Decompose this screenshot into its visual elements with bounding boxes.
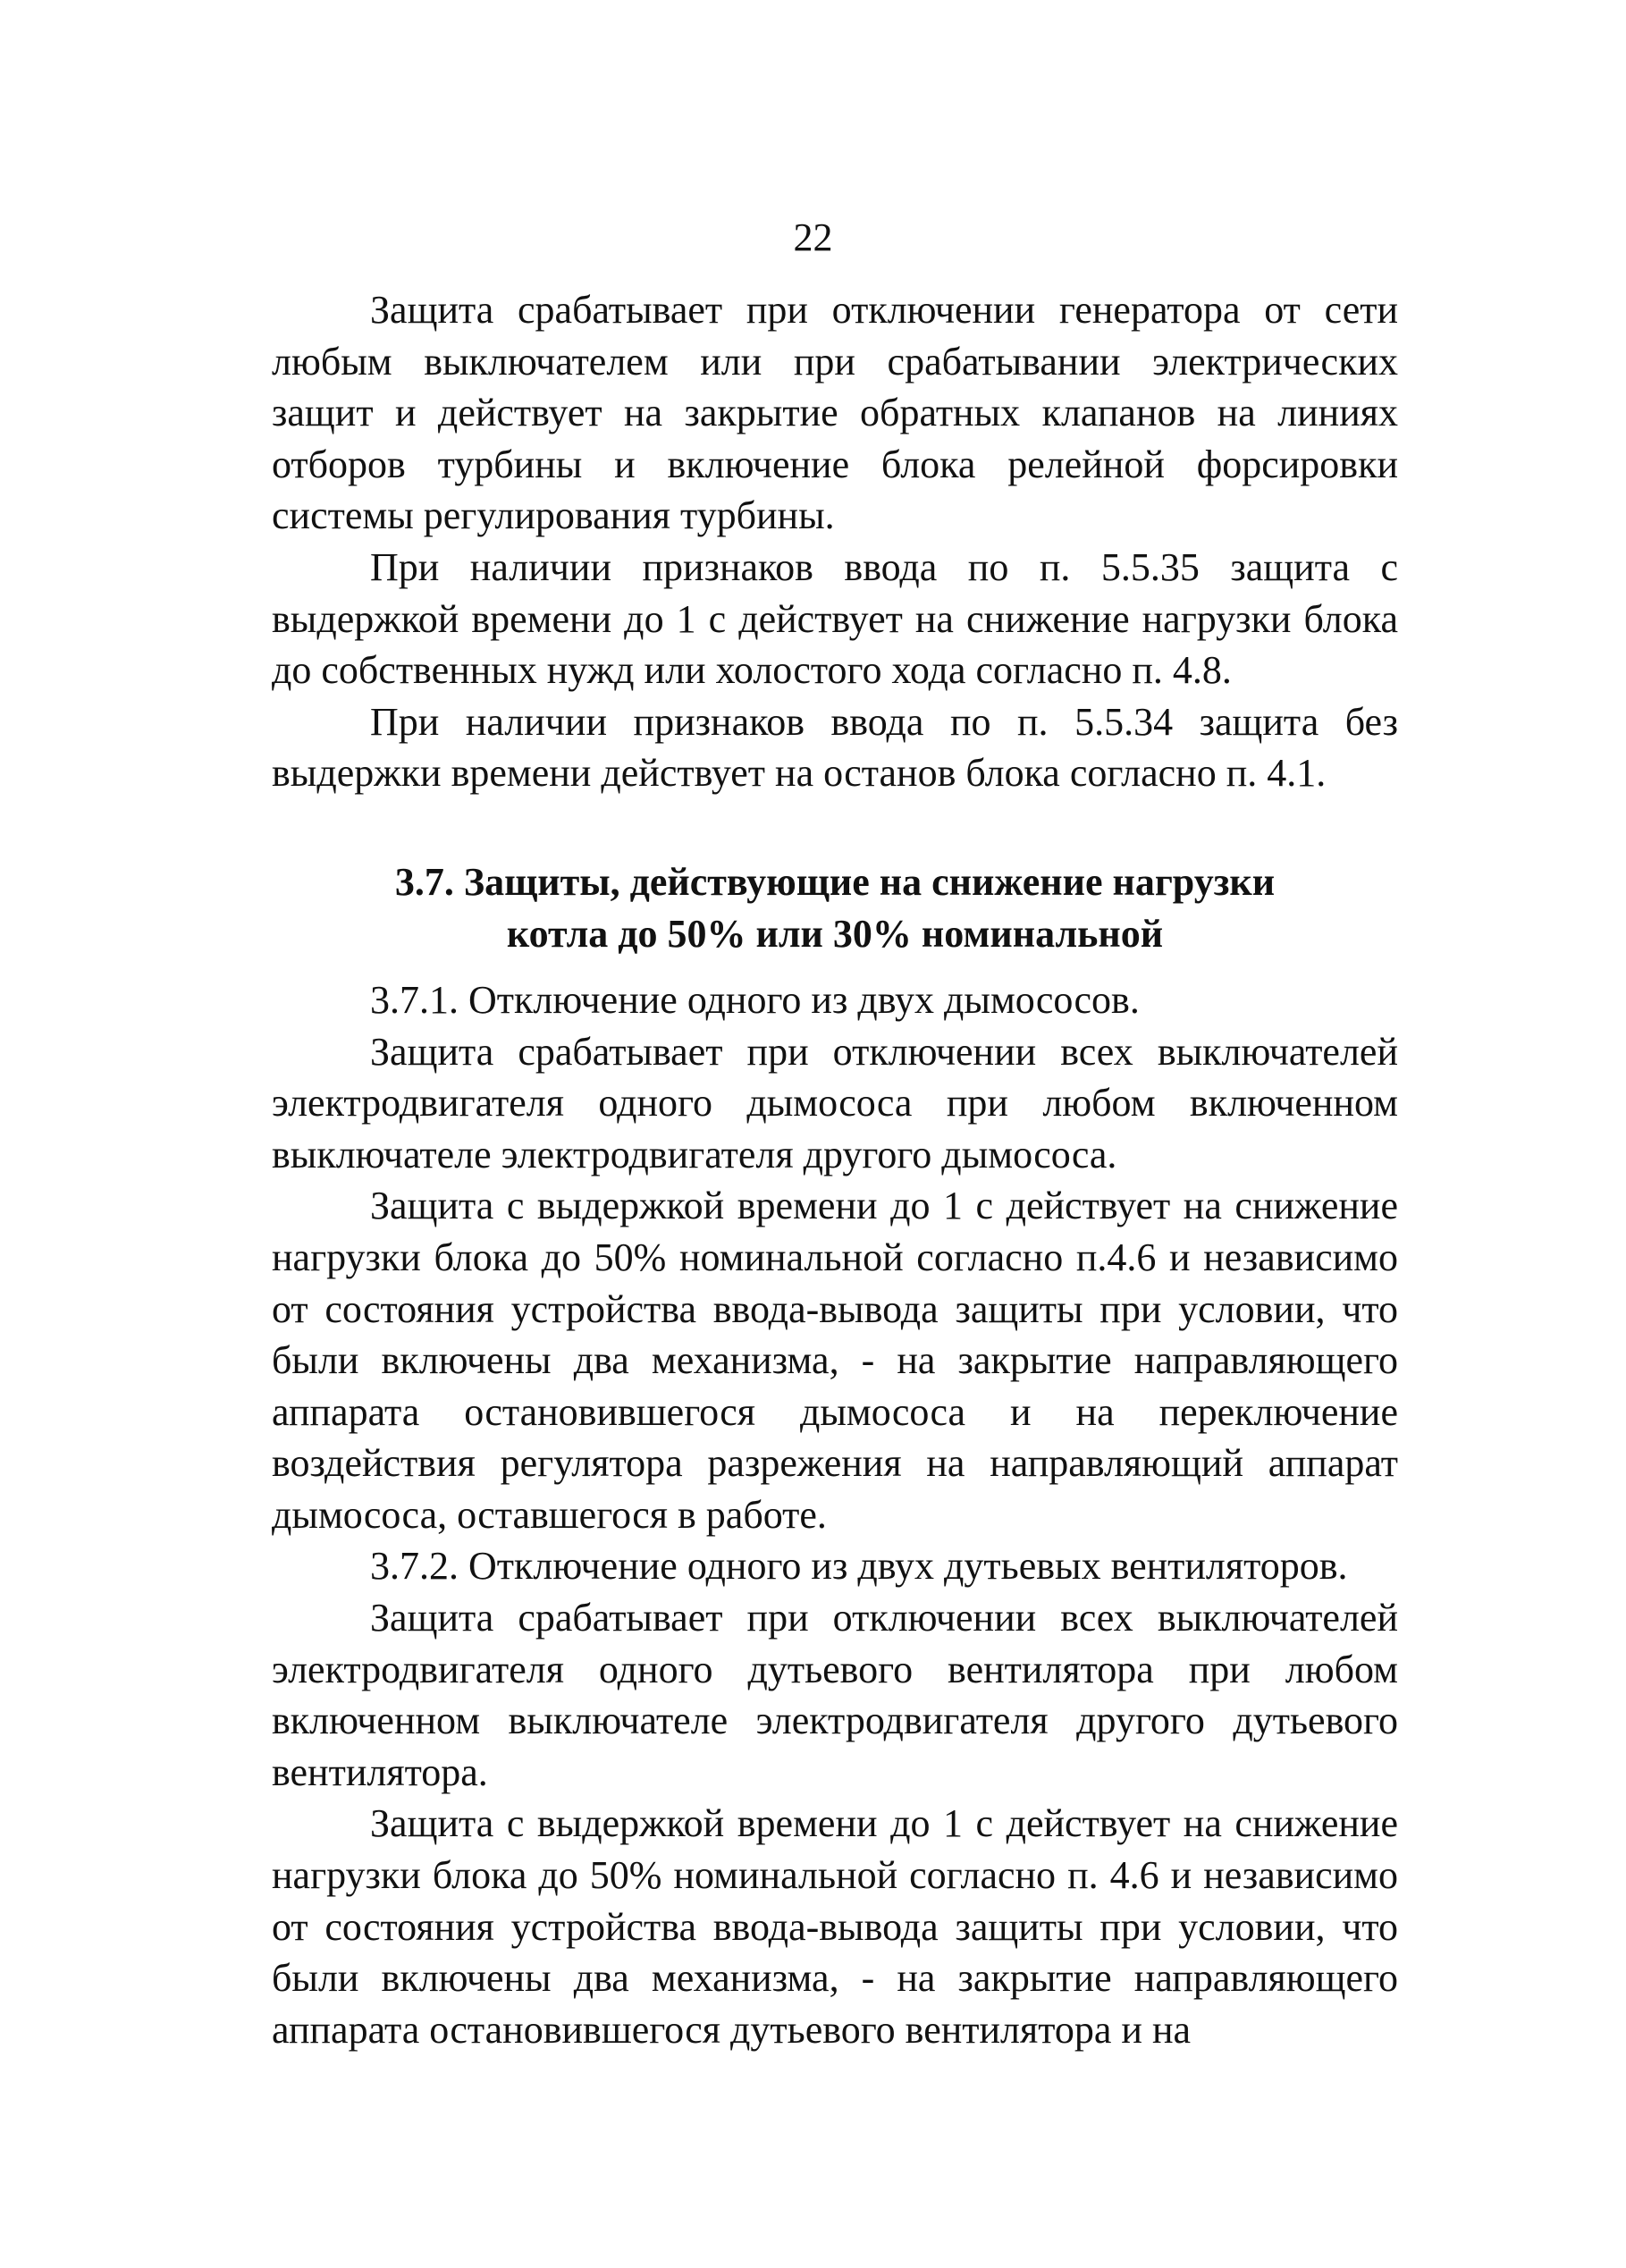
paragraph: Защита с выдержкой времени до 1 с действует на снижение нагрузки блока до 50% номинальной согласно п. 4.6 и независимо от состояния устройства ввода-вывода защиты при условии, что были включены два механизма, - на закрытие направляющего аппарата остановившегося дутьевого вентилятора и на <box>272 1801 1398 2052</box>
paragraph: Защита срабатывает при отключении генератора от сети любым выключателем или при срабатывании электрических защит и действует на закрытие обратных клапанов на линиях отборов турбины и включение блока релейной форсировки системы регулирования турбины. <box>272 288 1398 538</box>
paragraph: При наличии признаков ввода по п. 5.5.34 защита без выдержки времени действует на останов блока согласно п. 4.1. <box>272 699 1398 796</box>
paragraph: Защита срабатывает при отключении всех выключателей электродвигателя одного дымососа при любом включенном выключателе электродвигателя другого дымососа. <box>272 1029 1398 1176</box>
subsection-heading: 3.7.1. Отключение одного из двух дымососов. <box>370 977 1140 1022</box>
page-number: 22 <box>793 215 833 259</box>
page-body <box>272 284 1398 2055</box>
section-heading-line-1: 3.7. Защиты, действующие на снижение нагрузки <box>394 859 1276 904</box>
paragraph: При наличии признаков ввода по п. 5.5.35 защита с выдержкой времени до 1 с действует на снижение нагрузки блока до собственных нужд или холостого хода согласно п. 4.8. <box>272 544 1398 693</box>
section-heading-line-2: котла до 50% или 30% номинальной <box>506 911 1164 956</box>
section-heading <box>272 856 1398 960</box>
paragraph: Защита срабатывает при отключении всех выключателей электродвигателя одного дутьевого вентилятора при любом включенном выключателе электродвигателя другого дутьевого вентилятора. <box>272 1596 1398 1794</box>
paragraph: Защита с выдержкой времени до 1 с действует на снижение нагрузки блока до 50% номинальной согласно п.4.6 и независимо от состояния устройства ввода-вывода защиты при условии, что были включены два механизма, - на закрытие направляющего аппарата остановившегося дымососа и на переключение воздействия регулятора разрежения на направляющий аппарат дымососа, оставшегося в работе. <box>272 1184 1398 1537</box>
subsection-heading: 3.7.2. Отключение одного из двух дутьевых вентиляторов. <box>370 1544 1348 1589</box>
